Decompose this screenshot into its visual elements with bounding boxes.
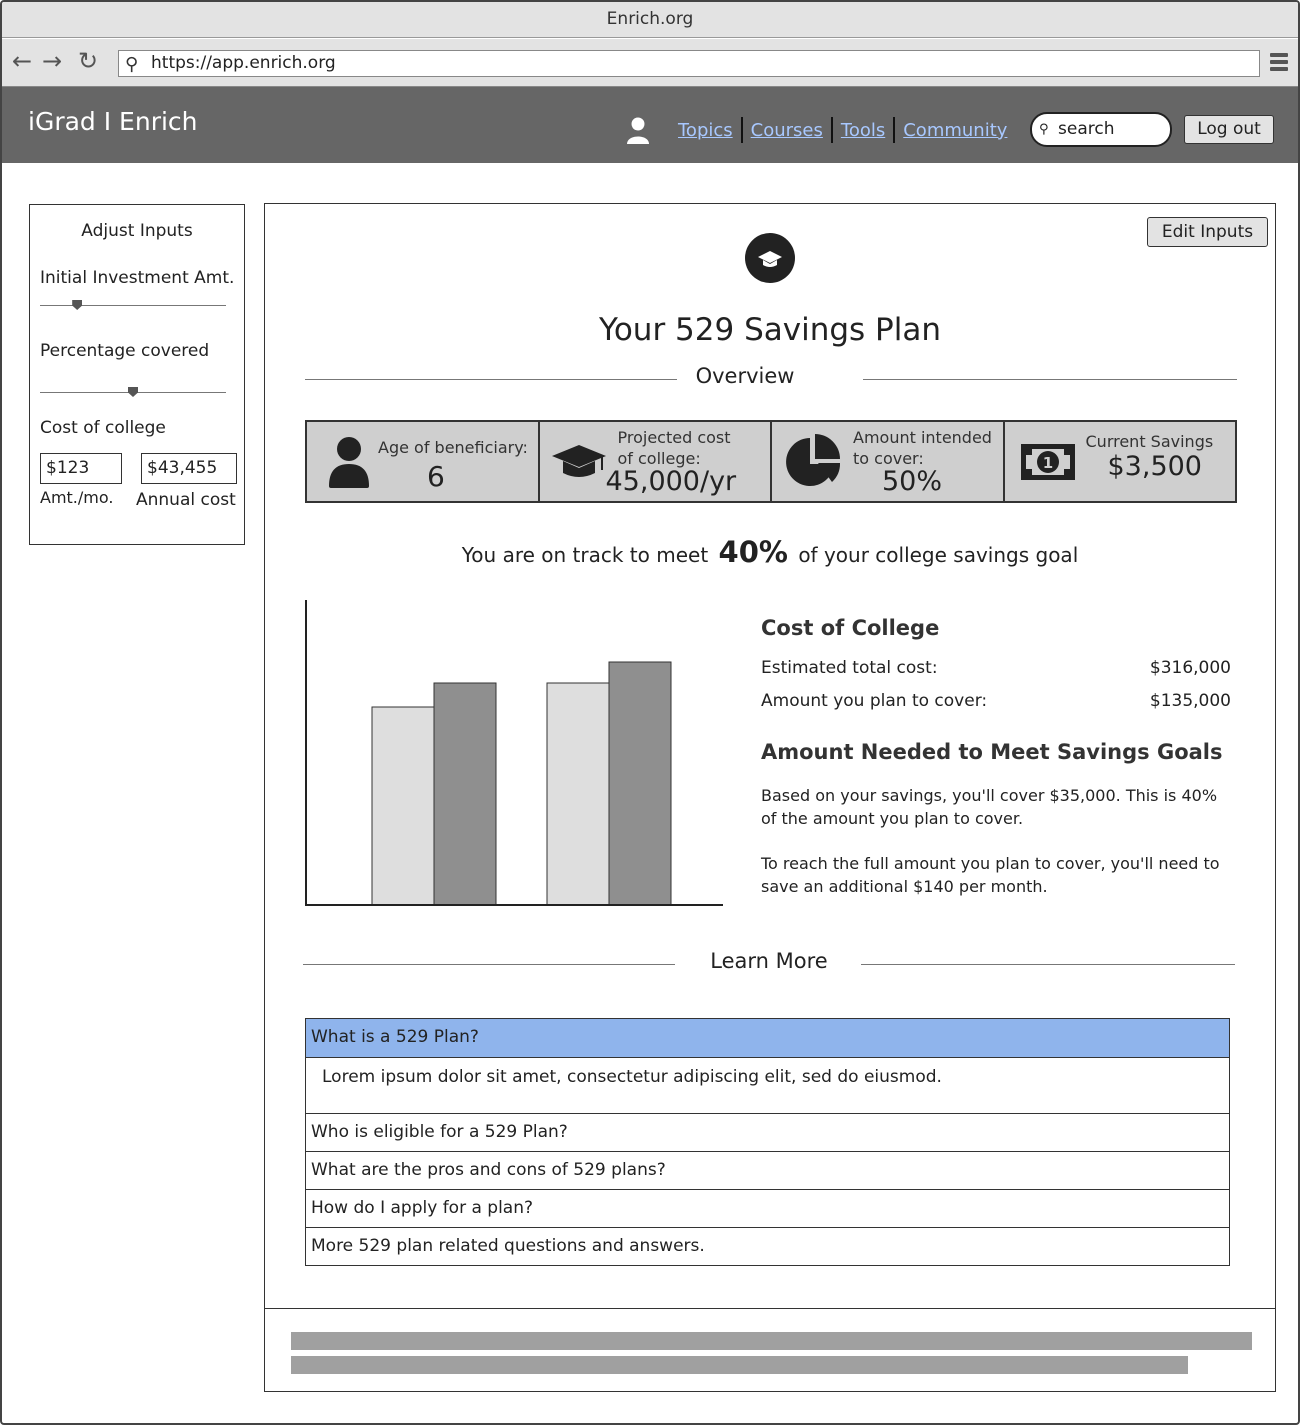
initial-investment-slider[interactable] — [40, 299, 226, 313]
chart-bar — [372, 707, 434, 905]
nav-community[interactable]: Community — [903, 119, 1008, 141]
graduation-cap-icon — [745, 233, 795, 283]
search-icon: ⚲ — [1039, 122, 1049, 137]
annual-cost-input[interactable]: $43,455 — [141, 453, 237, 484]
cost-of-college-label: Cost of college — [40, 418, 166, 438]
nav-topics[interactable]: Topics — [678, 119, 733, 141]
on-track-percent: 40% — [718, 535, 788, 569]
chart-bar — [609, 662, 671, 905]
cost-of-college-panel — [761, 616, 1231, 920]
pie-chart-icon — [784, 432, 842, 490]
faq-question[interactable]: Who is eligible for a 529 Plan? — [306, 1113, 1229, 1151]
estimated-cost-value: $316,000 — [1149, 658, 1231, 678]
window-title: Enrich.org — [2, 2, 1298, 38]
faq-accordion — [305, 1018, 1230, 1266]
main-nav — [670, 117, 1015, 143]
estimated-cost-row — [761, 658, 1231, 691]
person-icon — [327, 436, 371, 488]
learn-more-heading: Learn More — [710, 949, 828, 973]
amount-intended-value: 50% — [882, 466, 943, 497]
estimated-cost-label: Estimated total cost: — [761, 658, 938, 678]
money-bill-icon — [1019, 442, 1077, 482]
additional-savings-text: To reach the full amount you plan to cover, you'll need to save an additional $140 per month. — [761, 854, 1220, 896]
savings-bar-chart — [305, 600, 725, 906]
forward-icon[interactable]: → — [42, 47, 63, 75]
percentage-covered-label: Percentage covered — [40, 341, 210, 361]
search-input[interactable] — [1030, 112, 1172, 147]
on-track-prefix: You are on track to meet — [461, 543, 709, 567]
faq-answer: Lorem ipsum dolor sit amet, consectetur adipiscing elit, sed do eiusmod. — [306, 1057, 1229, 1113]
panel-title: Adjust Inputs — [81, 221, 193, 241]
plan-cover-label: Amount you plan to cover: — [761, 691, 988, 711]
age-label: Age of beneficiary: — [378, 438, 528, 457]
footer-text-placeholder — [291, 1332, 1252, 1350]
overview-divider — [305, 364, 1237, 394]
adjust-inputs-panel — [29, 204, 245, 545]
on-track-suffix: of your college savings goal — [798, 543, 1079, 567]
address-bar — [2, 39, 1298, 87]
reload-icon[interactable]: ↻ — [78, 47, 99, 75]
percentage-covered-slider[interactable] — [40, 386, 226, 400]
current-savings-label: Current Savings — [1085, 432, 1214, 451]
stat-age — [307, 422, 540, 501]
slider-handle[interactable] — [128, 387, 138, 397]
cost-of-college-heading: Cost of College — [761, 616, 940, 640]
plan-cover-value: $135,000 — [1149, 691, 1231, 711]
search-icon: ⚲ — [125, 54, 139, 75]
faq-question[interactable]: More 529 plan related questions and answers. — [306, 1227, 1229, 1265]
annual-cost-label: Annual cost — [136, 490, 236, 510]
main-content — [264, 203, 1276, 1392]
user-icon[interactable] — [626, 116, 650, 144]
chart-bar — [547, 683, 609, 905]
chart-bar — [434, 683, 496, 905]
nav-courses[interactable]: Courses — [750, 119, 823, 141]
faq-question[interactable]: What are the pros and cons of 529 plans? — [306, 1151, 1229, 1189]
faq-question[interactable]: What is a 529 Plan? — [306, 1019, 1229, 1057]
stat-amount-intended — [772, 422, 1005, 501]
brand-logo[interactable]: iGrad I Enrich — [28, 107, 198, 136]
url-text: https://app.enrich.org — [151, 53, 336, 73]
logout-button[interactable]: Log out — [1184, 115, 1274, 144]
nav-tools[interactable]: Tools — [840, 119, 886, 141]
url-field[interactable] — [118, 50, 1260, 77]
stats-bar — [305, 420, 1237, 503]
projected-cost-label: Projected cost — [617, 428, 731, 447]
footer — [265, 1308, 1275, 1392]
menu-icon[interactable] — [1270, 53, 1288, 73]
edit-inputs-button[interactable]: Edit Inputs — [1147, 217, 1268, 247]
svg-text:1: 1 — [1042, 454, 1053, 472]
faq-question[interactable]: How do I apply for a plan? — [306, 1189, 1229, 1227]
projected-cost-label-2: of college: — [617, 449, 701, 468]
learn-more-divider — [303, 949, 1235, 979]
amount-needed-heading: Amount Needed to Meet Savings Goals — [761, 740, 1223, 764]
amount-intended-label: Amount intended — [853, 428, 992, 447]
amount-per-month-label: Amt./mo. — [40, 488, 114, 507]
amount-per-month-input[interactable]: $123 — [40, 453, 122, 484]
app-header — [2, 87, 1298, 163]
current-savings-value: $3,500 — [1107, 451, 1202, 482]
search-placeholder: search — [1058, 119, 1115, 139]
slider-handle[interactable] — [72, 300, 82, 310]
back-icon[interactable]: ← — [12, 47, 33, 75]
footer-text-placeholder — [291, 1356, 1188, 1374]
projected-cost-value: 45,000/yr — [605, 466, 737, 497]
stat-current-savings — [1005, 422, 1236, 501]
amount-intended-label-2: to cover: — [853, 449, 924, 468]
graduation-cap-icon — [550, 442, 608, 482]
age-value: 6 — [427, 460, 445, 493]
stat-projected-cost — [540, 422, 773, 501]
page-title: Your 529 Savings Plan — [599, 312, 941, 348]
on-track-message — [265, 535, 1275, 569]
plan-cover-row — [761, 691, 1231, 724]
initial-investment-label: Initial Investment Amt. — [40, 268, 235, 288]
overview-heading: Overview — [695, 364, 795, 388]
savings-coverage-text: Based on your savings, you'll cover $35,000. This is 40% of the amount you plan to cover. — [761, 786, 1218, 828]
